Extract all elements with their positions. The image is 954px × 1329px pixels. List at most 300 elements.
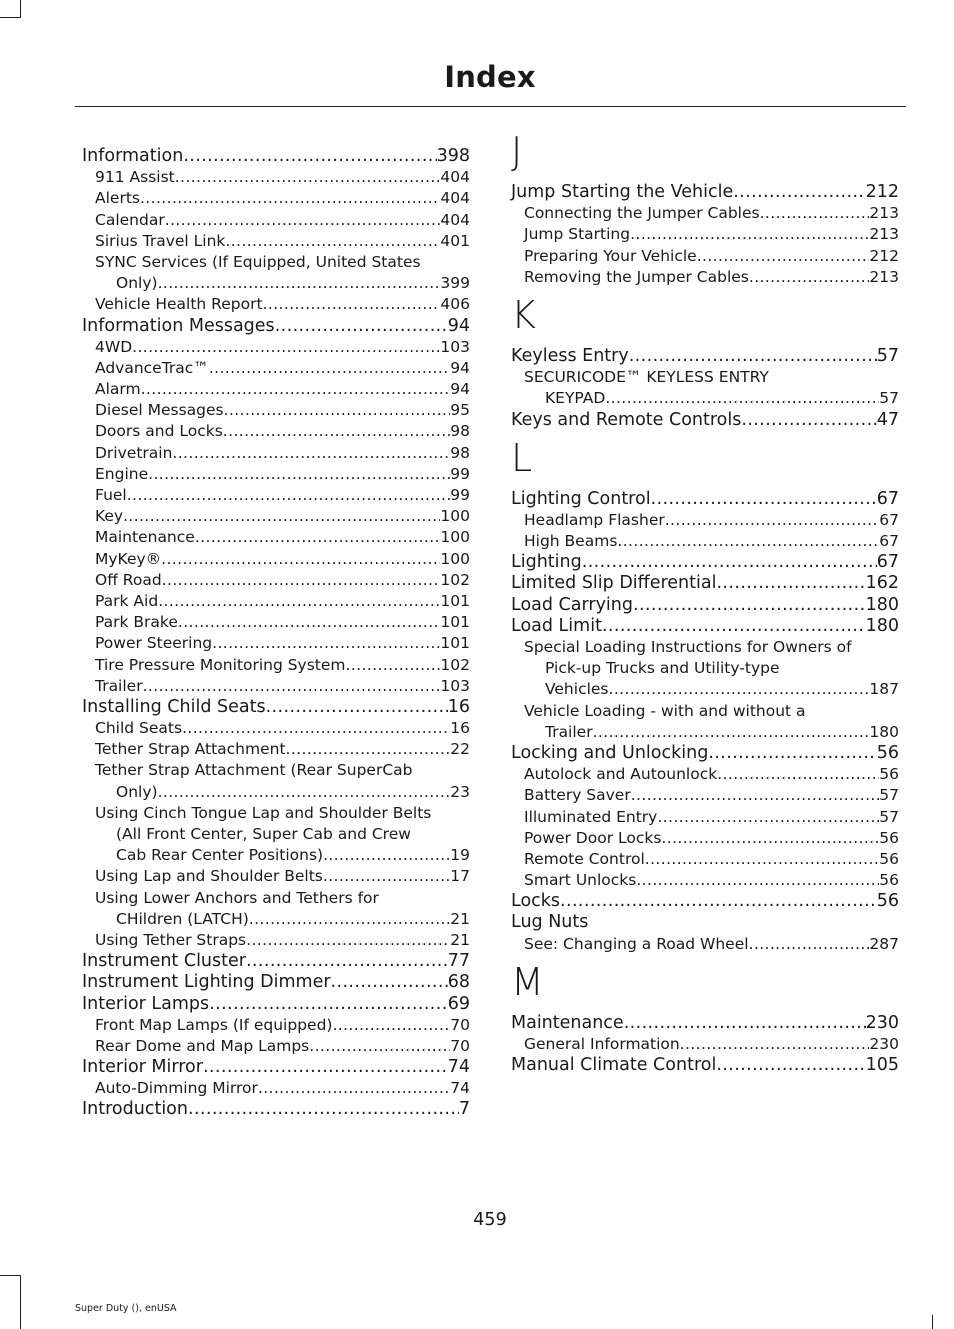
index-subentry[interactable] [82, 930, 470, 951]
page-ref: 399 [440, 274, 470, 293]
page-ref: 213 [869, 225, 899, 244]
page-ref: 103 [440, 337, 470, 356]
page-ref: 23 [450, 782, 470, 801]
index-subentry[interactable] [82, 1015, 470, 1036]
entry-label: Engine [95, 464, 149, 483]
leader-dots [286, 739, 451, 760]
index-subentry[interactable] [511, 246, 899, 267]
index-subentry-line: Tether Strap Attachment (Rear SuperCab [95, 761, 413, 780]
leader-dots [633, 595, 866, 616]
page-ref: 100 [440, 549, 470, 568]
index-subentry[interactable] [82, 421, 470, 442]
page-ref: 187 [869, 680, 899, 699]
page-ref: 74 [450, 1079, 470, 1098]
leader-dots [266, 697, 448, 718]
entry-label: Interior Mirror [82, 1057, 203, 1078]
index-subentry[interactable] [82, 358, 470, 379]
index-subentry[interactable] [82, 570, 470, 591]
entry-label: Trailer [545, 722, 593, 741]
leader-dots [132, 337, 440, 358]
entry-label: Locking and Unlocking [511, 742, 709, 763]
index-subentry[interactable] [511, 807, 899, 828]
leader-dots [631, 785, 880, 806]
index-subentry[interactable] [82, 655, 470, 676]
entry-label: Child Seats [95, 719, 183, 738]
leader-dots [332, 1015, 450, 1036]
leader-dots [741, 410, 876, 431]
index-subentry[interactable] [82, 718, 470, 739]
page-ref: 180 [865, 615, 899, 636]
index-heading[interactable] [511, 912, 899, 933]
index-heading[interactable] [82, 316, 470, 337]
page-ref: 100 [440, 507, 470, 526]
page-number: 459 [473, 1210, 507, 1230]
index-subentry[interactable] [82, 167, 470, 188]
index-heading[interactable] [82, 994, 470, 1015]
leader-dots [716, 1055, 865, 1076]
entry-label: Battery Saver [524, 786, 631, 805]
page-ref: 94 [450, 358, 470, 377]
leader-dots [617, 531, 879, 552]
page-ref: 404 [440, 189, 470, 208]
leader-dots [331, 972, 448, 993]
index-subentry[interactable] [82, 633, 470, 654]
entry-label: Introduction [82, 1099, 188, 1120]
page-ref: 21 [450, 930, 470, 949]
index-subentry-line: Pick-up Trucks and Utility-type [545, 659, 780, 678]
page-ref: 47 [876, 409, 899, 430]
index-heading[interactable] [511, 743, 899, 764]
leader-dots [582, 552, 877, 573]
page-ref: 56 [879, 849, 899, 868]
header-rule [75, 106, 906, 107]
section-letter: L [511, 435, 533, 480]
index-subentry[interactable] [82, 1078, 470, 1099]
index-subentry[interactable] [82, 188, 470, 209]
page-ref: 74 [447, 1057, 470, 1078]
entry-label: Connecting the Jumper Cables [524, 204, 760, 223]
page-ref: 70 [450, 1036, 470, 1055]
page-ref: 102 [440, 570, 470, 589]
leader-dots [560, 891, 877, 912]
entry-label: Vehicles [545, 680, 609, 699]
leader-dots [609, 679, 870, 700]
leader-dots [717, 764, 879, 785]
index-subentry[interactable] [511, 934, 899, 955]
page-ref: 67 [879, 510, 899, 529]
page-ref: 98 [450, 422, 470, 441]
footer-label: Super Duty (), enUSA [75, 1303, 177, 1314]
leader-dots [249, 909, 450, 930]
index-subentry[interactable] [82, 527, 470, 548]
leader-dots [636, 870, 879, 891]
entry-label: Diesel Messages [95, 401, 224, 420]
index-heading[interactable] [82, 146, 470, 167]
page-ref: 162 [865, 573, 899, 594]
page-ref: 56 [879, 871, 899, 890]
page-ref: 57 [876, 345, 899, 366]
leader-dots [630, 224, 869, 245]
index-subentry[interactable] [82, 739, 470, 760]
leader-dots [209, 994, 448, 1015]
leader-dots [733, 182, 865, 203]
leader-dots [605, 388, 879, 409]
entry-label: Alarm [95, 380, 141, 399]
index-subentry[interactable] [82, 591, 470, 612]
index-heading[interactable] [82, 1057, 470, 1078]
entry-label: Load Carrying [511, 594, 633, 615]
page-ref: 230 [865, 1012, 899, 1033]
index-subentry-line: Special Loading Instructions for Owners of [524, 638, 852, 656]
entry-label: MyKey® [95, 549, 162, 568]
page-ref: 404 [440, 210, 470, 229]
page-ref: 21 [450, 909, 470, 928]
page-ref: 56 [876, 742, 899, 763]
entry-label: Sirius Travel Link [95, 231, 226, 250]
entry-label: Headlamp Flasher [524, 510, 665, 529]
page-ref: 212 [869, 246, 899, 265]
leader-dots [749, 934, 870, 955]
entry-label: Only) [116, 782, 158, 801]
page-ref: 19 [450, 846, 470, 865]
page-ref: 105 [865, 1055, 899, 1076]
index-subentry-line: SYNC Services (If Equipped, United States [95, 252, 421, 271]
entry-label: Only) [116, 274, 158, 293]
entry-label: High Beams [524, 532, 618, 551]
index-subentry-line: Using Lower Anchors and Tethers for [95, 888, 379, 907]
leader-dots [127, 485, 451, 506]
index-subentry[interactable] [82, 379, 470, 400]
page-ref: 94 [447, 315, 470, 336]
entry-label: See: Changing a Road Wheel [524, 934, 749, 953]
leader-dots [697, 246, 870, 267]
entry-label: Tether Strap Attachment [95, 740, 286, 759]
leader-dots [602, 616, 866, 637]
entry-label: Rear Dome and Map Lamps [95, 1036, 310, 1055]
index-heading[interactable] [511, 891, 899, 912]
leader-dots [716, 573, 865, 594]
page-ref: 398 [436, 146, 470, 166]
leader-dots [629, 346, 877, 367]
section-letter: J [511, 129, 523, 173]
index-heading[interactable] [82, 1099, 470, 1120]
index-subentry[interactable] [82, 1036, 470, 1057]
leader-dots [175, 167, 441, 188]
page-ref: 68 [447, 972, 470, 993]
page-ref: 67 [876, 552, 899, 573]
entry-label: Key [95, 507, 124, 526]
page-ref: 22 [450, 740, 470, 759]
leader-dots [275, 316, 448, 337]
crop-mark [20, 0, 21, 18]
index-subentry[interactable] [82, 231, 470, 252]
entry-label: AdvanceTrac™ [95, 358, 209, 377]
entry-label: Auto-Dimming Mirror [95, 1079, 258, 1098]
index-subentry-line: SECURICODE™ KEYLESS ENTRY [524, 368, 769, 387]
index-column-left [82, 146, 470, 1121]
leader-dots [749, 267, 870, 288]
entry-label: Jump Starting [524, 225, 631, 244]
index-heading[interactable] [511, 346, 899, 367]
index-subentry[interactable] [511, 224, 899, 245]
index-subentry[interactable] [82, 294, 470, 315]
leader-dots [263, 294, 441, 315]
leader-dots [258, 1078, 450, 1099]
index-subentry[interactable] [82, 676, 470, 697]
page-ref: 57 [879, 389, 899, 408]
leader-dots [225, 231, 440, 252]
leader-dots [165, 210, 441, 231]
entry-label: Illuminated Entry [524, 807, 658, 826]
leader-dots [158, 782, 451, 803]
index-subentry[interactable] [511, 849, 899, 870]
entry-label: Park Aid [95, 591, 159, 610]
entry-label: KEYPAD [545, 389, 606, 408]
leader-dots [183, 146, 436, 167]
section-letter: M [511, 959, 544, 1004]
index-heading[interactable] [511, 595, 899, 616]
page-ref: 56 [879, 828, 899, 847]
entry-label: Power Door Locks [524, 828, 662, 847]
leader-dots [223, 421, 450, 442]
crop-mark [0, 17, 20, 18]
entry-label: Park Brake [95, 613, 178, 632]
index-subentry[interactable] [82, 400, 470, 421]
index-subentry[interactable] [511, 531, 899, 552]
leader-dots [158, 591, 440, 612]
entry-label: Smart Unlocks [524, 871, 637, 890]
entry-label: Lug Nuts [511, 912, 589, 933]
index-subentry[interactable] [82, 782, 470, 803]
leader-dots [143, 676, 441, 697]
entry-label: Locks [511, 891, 561, 912]
page-ref: 230 [869, 1035, 899, 1053]
page-ref: 17 [450, 867, 470, 886]
page-ref: 16 [450, 719, 470, 738]
index-subentry[interactable] [511, 722, 899, 743]
section-letter: K [511, 292, 536, 337]
leader-dots [323, 866, 450, 887]
leader-dots [123, 506, 440, 527]
leader-dots [624, 1013, 866, 1034]
entry-label: Maintenance [95, 528, 195, 547]
leader-dots [178, 612, 441, 633]
entry-label: Off Road [95, 570, 162, 589]
page-ref: 212 [865, 182, 899, 202]
page-ref: 99 [450, 486, 470, 504]
entry-label: Using Lap and Shoulder Belts [95, 867, 323, 886]
index-subentry[interactable] [511, 679, 899, 700]
page-ref: 98 [450, 443, 470, 462]
entry-label: Lighting Control [511, 488, 651, 509]
index-subentry[interactable] [82, 464, 470, 485]
index-subentry[interactable] [82, 443, 470, 464]
index-subentry[interactable] [82, 909, 470, 930]
entry-label: Jump Starting the Vehicle [511, 182, 734, 202]
entry-label: Information Messages [82, 315, 275, 336]
entry-label: Removing the Jumper Cables [524, 267, 749, 286]
page-ref: 67 [876, 488, 899, 509]
page-ref: 100 [440, 528, 470, 547]
index-subentry-line: Vehicle Loading - with and without a [524, 701, 806, 720]
index-subentry[interactable] [82, 273, 470, 294]
entry-label: Lighting [511, 552, 582, 573]
page-ref: 213 [869, 204, 899, 223]
index-subentry[interactable] [511, 388, 899, 409]
leader-dots [203, 1057, 448, 1078]
leader-dots [162, 570, 441, 591]
index-heading[interactable] [511, 410, 899, 431]
leader-dots [158, 273, 441, 294]
entry-label: Manual Climate Control [511, 1055, 717, 1076]
page-ref: 101 [440, 613, 470, 632]
entry-label: Interior Lamps [82, 993, 210, 1014]
index-subentry[interactable] [82, 845, 470, 866]
leader-dots [212, 633, 440, 654]
leader-dots [323, 845, 450, 866]
leader-dots [665, 510, 880, 531]
index-subentry[interactable] [82, 485, 470, 506]
leader-dots [209, 358, 450, 379]
index-subentry[interactable] [82, 337, 470, 358]
page-ref: 406 [440, 295, 470, 314]
leader-dots [172, 443, 450, 464]
index-heading[interactable] [82, 697, 470, 718]
page-ref: 94 [450, 380, 470, 399]
entry-label: Alerts [95, 189, 140, 208]
leader-dots [246, 930, 450, 951]
entry-label: Power Steering [95, 634, 213, 653]
entry-label: CHildren (LATCH) [116, 909, 249, 928]
page-ref: 99 [450, 464, 470, 483]
entry-label: Keyless Entry [511, 345, 629, 366]
page-ref: 77 [447, 951, 470, 972]
entry-label: Keys and Remote Controls [511, 409, 742, 430]
page-ref: 101 [440, 591, 470, 610]
page-ref: 56 [879, 765, 899, 784]
index-subentry[interactable] [511, 828, 899, 849]
entry-label: Cab Rear Center Positions) [116, 846, 324, 865]
index-heading[interactable] [511, 1055, 899, 1076]
entry-label: Using Tether Straps [95, 930, 247, 949]
index-heading[interactable] [511, 182, 899, 203]
leader-dots [161, 549, 440, 570]
page-ref: 180 [869, 722, 899, 741]
index-subentry[interactable] [82, 506, 470, 527]
index-subentry[interactable] [511, 267, 899, 288]
page-ref: 180 [865, 594, 899, 615]
page-ref: 56 [876, 891, 899, 912]
leader-dots [148, 464, 450, 485]
entry-label: Instrument Cluster [82, 951, 246, 972]
entry-label: Doors and Locks [95, 422, 223, 441]
entry-label: 911 Assist [95, 168, 175, 187]
entry-label: Preparing Your Vehicle [524, 246, 697, 265]
entry-label: Load Limit [511, 615, 602, 636]
page-ref: 70 [450, 1015, 470, 1034]
entry-label: 4WD [95, 337, 133, 356]
page-ref: 401 [440, 231, 470, 250]
index-subentry[interactable] [82, 549, 470, 570]
index-heading[interactable] [511, 489, 899, 510]
entry-label: Drivetrain [95, 443, 173, 462]
page-ref: 101 [440, 634, 470, 653]
index-heading[interactable] [511, 1013, 899, 1034]
entry-label: Tire Pressure Monitoring System [95, 655, 346, 674]
index-heading[interactable] [511, 616, 899, 637]
page-ref: 57 [879, 786, 899, 805]
page-ref: 102 [440, 655, 470, 674]
entry-label: Calendar [95, 210, 165, 229]
entry-label: Installing Child Seats [82, 696, 266, 717]
leader-dots [195, 527, 441, 548]
index-subentry[interactable] [82, 210, 470, 231]
entry-label: Fuel [95, 486, 127, 504]
leader-dots [708, 743, 876, 764]
index-subentry-line: Using Cinch Tongue Lap and Shoulder Belts [95, 803, 432, 822]
index-heading[interactable] [511, 573, 899, 594]
entry-label: Limited Slip Differential [511, 573, 717, 594]
page-ref: 16 [447, 696, 470, 717]
index-subentry[interactable] [82, 612, 470, 633]
index-subentry[interactable] [82, 866, 470, 887]
index-column-right [511, 129, 899, 1076]
index-heading[interactable] [82, 972, 470, 993]
page-ref: 404 [440, 168, 470, 187]
entry-label: Autolock and Autounlock [524, 765, 718, 784]
entry-label: Remote Control [524, 849, 645, 868]
entry-label: General Information [524, 1035, 680, 1053]
crop-mark [932, 1315, 933, 1329]
leader-dots [593, 722, 870, 743]
leader-dots [661, 828, 879, 849]
index-subentry[interactable] [511, 870, 899, 891]
crop-mark [0, 1275, 20, 1276]
leader-dots [657, 807, 879, 828]
leader-dots [188, 1099, 459, 1120]
index-subentry[interactable] [511, 1034, 899, 1055]
leader-dots [651, 489, 877, 510]
index-subentry[interactable] [511, 203, 899, 224]
page-ref: 67 [879, 532, 899, 551]
entry-label: Instrument Lighting Dimmer [82, 972, 331, 993]
page-ref: 213 [869, 267, 899, 286]
entry-label: Vehicle Health Report [95, 295, 263, 314]
index-subentry[interactable] [511, 510, 899, 531]
index-heading[interactable] [511, 552, 899, 573]
leader-dots [224, 400, 451, 421]
page-ref: 69 [447, 993, 470, 1014]
leader-dots [309, 1036, 450, 1057]
index-subentry[interactable] [511, 764, 899, 785]
page-ref: 57 [879, 807, 899, 826]
index-subentry[interactable] [511, 785, 899, 806]
leader-dots [246, 951, 448, 972]
page-ref: 287 [869, 934, 899, 953]
leader-dots [182, 718, 450, 739]
page-ref: 103 [440, 676, 470, 695]
page-ref: 95 [450, 401, 470, 420]
leader-dots [645, 849, 880, 870]
leader-dots [680, 1034, 870, 1055]
entry-label: Front Map Lamps (If equipped) [95, 1015, 333, 1034]
index-heading[interactable] [82, 951, 470, 972]
page-ref: 7 [458, 1099, 470, 1120]
leader-dots [346, 655, 441, 676]
crop-mark [20, 1275, 21, 1329]
entry-label: Information [82, 146, 184, 166]
leader-dots [140, 188, 440, 209]
